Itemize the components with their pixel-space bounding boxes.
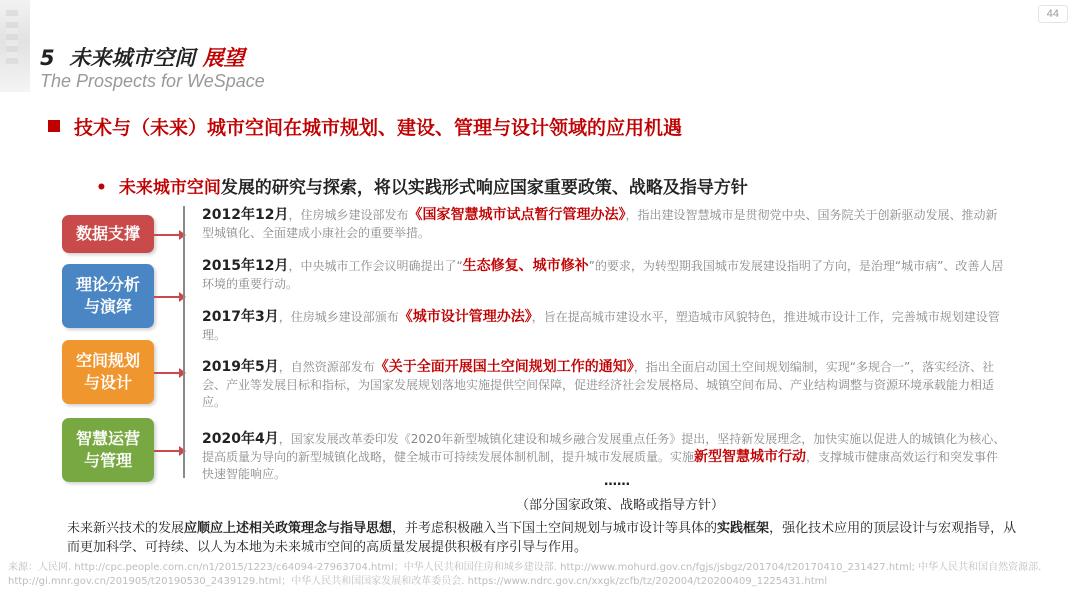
tag-smart-label: 智慧运营与管理 — [75, 429, 140, 470]
section-subtitle: The Prospects for WeSpace — [40, 71, 265, 91]
summary-bold: 实践框架 — [717, 521, 770, 536]
timeline-line — [183, 206, 185, 478]
event-text-post: ，支撑城市健康高效运行和突发事件快速智能响应。 — [202, 449, 999, 481]
event-text-post: ，指出全面启动国土空间规划编制，实现“多规合一”，落实经济、社会、产业等发展目标和指标，为国家发展规划落地实施提供空间保障，促进经济社会发展格局、城镇空间布局、产业结构调整与资源环境承载能力相适应。 — [202, 360, 995, 409]
subheading-highlight: 未来城市空间 — [118, 178, 221, 198]
tag-smart-operation — [62, 418, 154, 482]
summary-bold: 应顺应上述相关政策理念与指导思想 — [184, 521, 393, 536]
event-text-pre: ，住房城乡建设部颁布 — [278, 310, 399, 324]
tag-theory-label: 理论分析与演绎 — [75, 275, 140, 316]
ellipsis: …… — [604, 474, 630, 489]
event-year: 2015年12月 — [202, 258, 289, 274]
event-text-post: ，旨在提高城市建设水平，塑造城市风貌特色，推进城市设计工作，完善城市规划建设管理。 — [202, 310, 1000, 342]
summary-part: 未来新兴技术的发展 — [67, 521, 185, 536]
timeline-event-2017 — [202, 309, 1008, 359]
event-document: 生态修复、城市修补 — [462, 258, 589, 274]
subheading — [96, 173, 748, 198]
timeline-event-2015 — [202, 258, 1008, 309]
section-title-main: 未来城市空间 — [69, 46, 196, 70]
summary-part: ，并考虑积极融入当下国土空间规划与城市设计等具体的 — [392, 521, 718, 536]
arrow-connector-icon — [154, 296, 180, 298]
subheading-bold: 发展的 — [220, 178, 272, 198]
tag-space-label: 空间规划与设计 — [75, 351, 140, 392]
tag-theory-analysis — [62, 264, 154, 328]
square-bullet-icon — [48, 120, 60, 132]
section-title — [40, 42, 245, 72]
event-year: 2012年12月 — [202, 207, 289, 223]
event-document: 《国家智慧城市试点暂行管理办法》 — [408, 207, 626, 223]
arrow-connector-icon — [154, 372, 180, 374]
slide-heading-text: 技术与（未来）城市空间在城市规划、建设、管理与设计领域的应用机遇 — [74, 117, 683, 139]
section-number: 5 — [40, 46, 55, 70]
event-key-action: 新型智慧城市行动 — [694, 448, 807, 465]
timeline-event-2012 — [202, 207, 1008, 258]
event-document: 《关于全面开展国土空间规划工作的通知》 — [374, 359, 634, 375]
timeline-event-2019 — [202, 359, 1008, 431]
event-text-post: ”的要求，为转型期我国城市发展建设指明了方向，是治理“城市病”、改善人居环境的重要行动。 — [202, 259, 1004, 291]
event-year: 2017年3月 — [202, 309, 279, 325]
event-year: 2019年5月 — [202, 359, 279, 375]
summary-part: ，强化技术应用的顶层设计与宏观指导，从而更加科学、可持续、以人为本地为未来城市空间的高质量发展提供积极有序引导与作用。 — [67, 521, 1017, 555]
event-document: 《城市设计管理办法》 — [398, 309, 532, 325]
slide-heading — [48, 113, 682, 140]
event-text-pre: ，自然资源部发布 — [278, 360, 375, 374]
tag-space-planning — [62, 340, 154, 404]
tag-data-support: 数据支撑 — [62, 215, 154, 253]
timeline-events — [202, 207, 1008, 484]
arrow-connector-icon — [154, 234, 180, 236]
section-title-accent: 展望 — [202, 46, 245, 70]
summary-paragraph — [67, 519, 1017, 557]
event-year: 2020年4月 — [202, 431, 279, 447]
event-text-post: ，指出建设智慧城市是贯彻党中央、国务院关于创新驱动发展、推动新型城镇化、全面建成小康社会的重要举措。 — [202, 208, 998, 240]
subheading-rest: 研究与探索，将以实践形式响应国家重要政策、战略及指导方针 — [271, 178, 748, 198]
event-text-pre: ，中央城市工作会议明确提出了“ — [288, 259, 463, 273]
bullet-dot-icon: • — [96, 178, 107, 198]
corner-decoration — [0, 0, 30, 92]
sources-footnote: 来源：人民网. http://cpc.people.com.cn/n1/2015/1223/c64094-27963704.html；中华人民共和国住房和城乡建设部. http://www.mohurd.gov.cn/fgjs/jsbgz/201704/t20170410_231427.html; 中华人民共和国自然资源部. http://gi.mnr.gov.cn/201905/t20190530_2439129.html；中华人民共和国国家发展和改革委员会. https://www.ndrc.gov.cn/xxgk/zcfb/tz/202004/t20200409_1225431.html — [8, 562, 1042, 587]
page-number: 44 — [1038, 5, 1068, 23]
event-text-pre: ，国家发展改革委印发《2020年新型城镇化建设和城乡融合发展重点任务》提出，坚持新发展理念，加快实施以促进人的城镇化为核心、提高质量为导向的新型城镇化战略，健全城市可持续发展体制机制，提升城市发展质量。实施 — [202, 432, 1006, 464]
arrow-connector-icon — [154, 450, 180, 452]
list-note: （部分国家政策、战略或指导方针） — [516, 498, 725, 513]
event-text-pre: ，住房城乡建设部发布 — [288, 208, 409, 222]
